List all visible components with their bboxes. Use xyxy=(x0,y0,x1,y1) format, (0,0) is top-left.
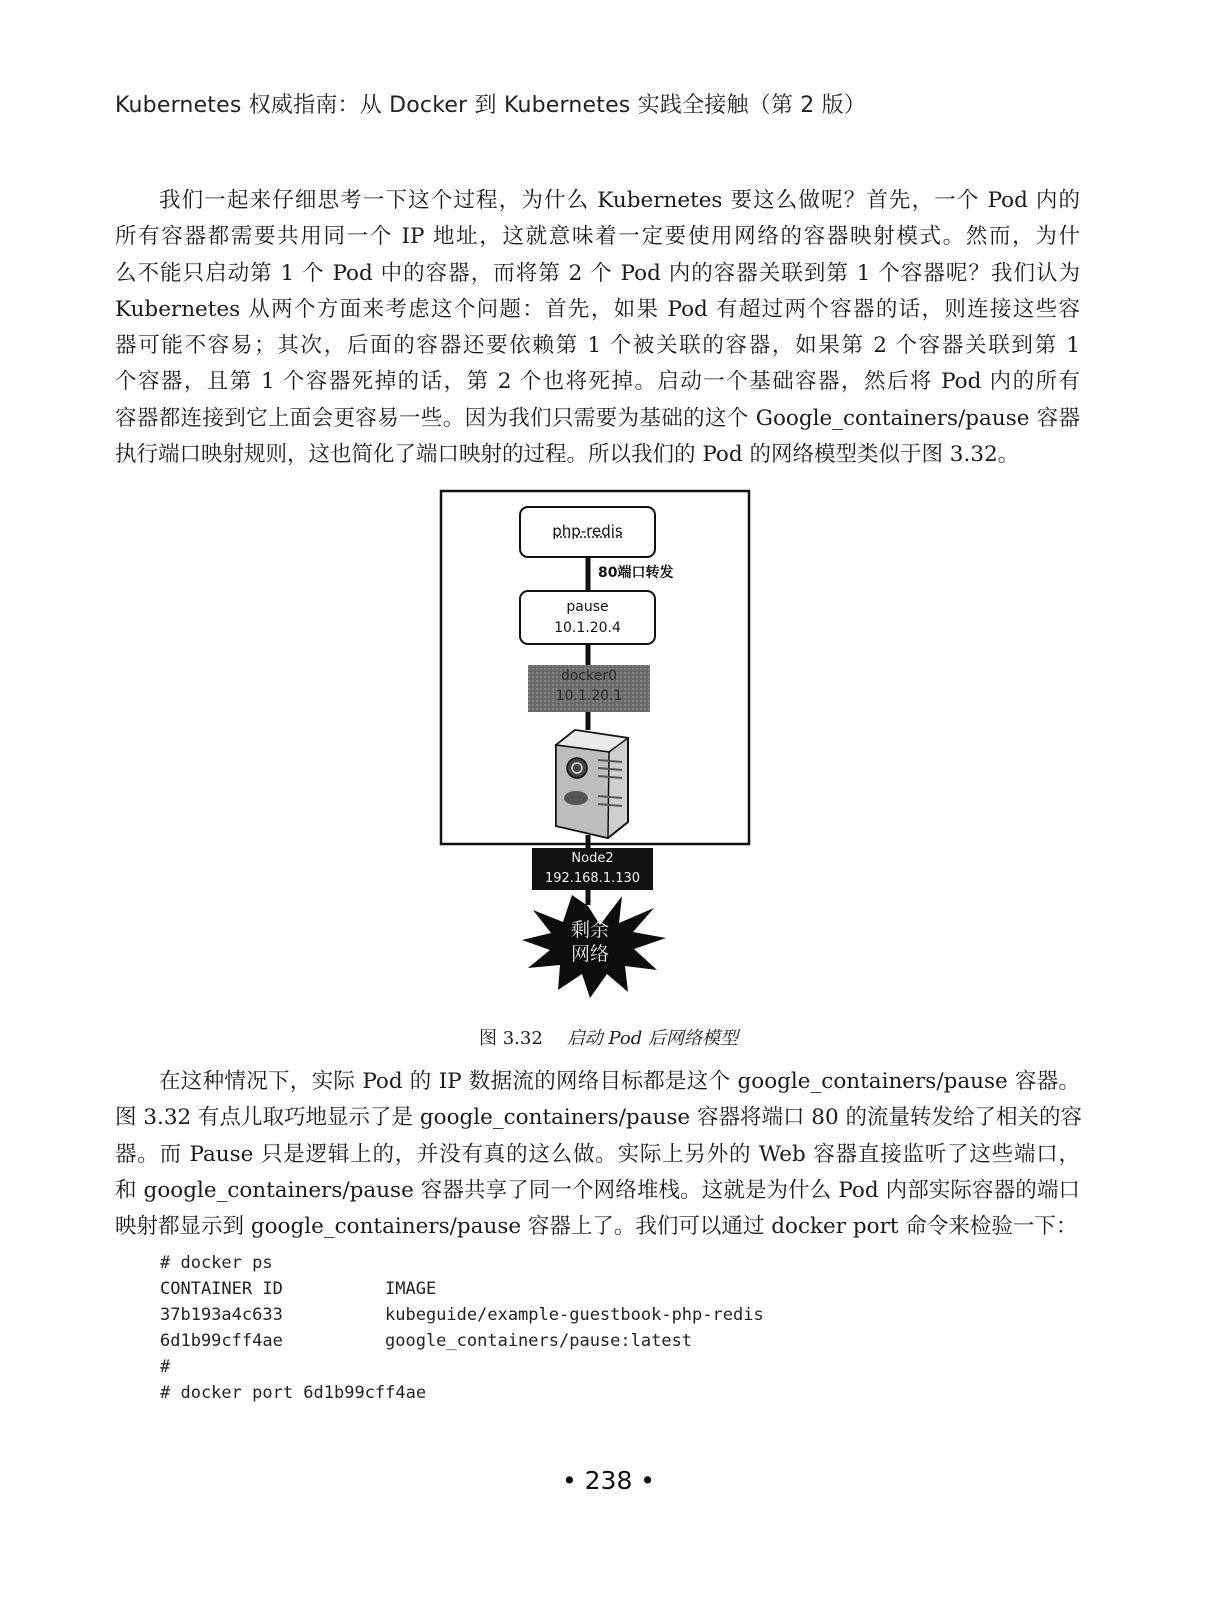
paragraph-line: 容器都连接到它上面会更容易一些。因为我们只需要为基础的这个 Google_containers/pause 容器 xyxy=(115,405,1080,431)
code-col-id: 6d1b99cff4ae xyxy=(160,1331,283,1351)
network-label xyxy=(560,918,620,966)
pause-container-box xyxy=(519,590,656,645)
node-ip: 192.168.1.130 xyxy=(544,871,641,886)
pause-name: pause xyxy=(566,599,609,615)
paragraph-line: 所有容器都需要共用同一个 IP 地址，这就意味着一定要使用网络的容器映射模式。然而，为什 xyxy=(115,224,1080,250)
running-header: Kubernetes 权威指南：从 Docker 到 Kubernetes 实践全接触（第 2 版） xyxy=(115,93,867,118)
network-label-line2: 网络 xyxy=(570,943,609,965)
paragraph-line: 执行端口映射规则，这也简化了端口映射的过程。所以我们的 Pod 的网络模型类似于图 3.32。 xyxy=(115,442,1020,468)
code-line xyxy=(160,1302,764,1328)
page-number: • 238 • xyxy=(561,1466,656,1495)
code-col-image: google_containers/pause:latest xyxy=(385,1331,693,1351)
code-line xyxy=(160,1328,764,1354)
docker0-label xyxy=(528,666,650,706)
node-label xyxy=(532,849,653,889)
figure-caption xyxy=(0,1024,1217,1050)
paragraph-line: 图 3.32 有点儿取巧地显示了是 google_containers/pause 容器将端口 80 的流量转发给了相关的容 xyxy=(115,1105,1082,1131)
code-line: # docker ps xyxy=(160,1253,273,1273)
paragraph-line: 在这种情况下，实际 Pod 的 IP 数据流的网络目标都是这个 google_containers/pause 容器。 xyxy=(159,1069,1080,1094)
node-name: Node2 xyxy=(571,851,614,866)
code-col-id: 37b193a4c633 xyxy=(160,1305,283,1325)
php-redis-label: php-redis xyxy=(552,522,623,540)
code-col-image: IMAGE xyxy=(385,1279,437,1299)
paragraph-line: Kubernetes 从两个方面来考虑这个问题：首先，如果 Pod 有超过两个容器的话，则连接这些容 xyxy=(115,296,1080,322)
paragraph-line: 和 google_containers/pause 容器共享了同一个网络堆栈。这就是为什么 Pod 内部实际容器的端口 xyxy=(115,1177,1080,1203)
figure-number: 图 3.32 xyxy=(479,1028,543,1049)
network-label-line1: 剩余 xyxy=(570,919,609,941)
pause-ip: 10.1.20.4 xyxy=(554,620,621,636)
paragraph-line: 器可能不容易；其次，后面的容器还要依赖第 1 个被关联的容器，如果第 2 个容器关联到第 1 xyxy=(115,333,1080,359)
code-line: # docker port 6d1b99cff4ae xyxy=(160,1383,427,1403)
paragraph-line: 我们一起来仔细思考一下这个过程，为什么 Kubernetes 要这么做呢？首先，一个 Pod 内的 xyxy=(159,188,1080,213)
code-col-id: CONTAINER ID xyxy=(160,1279,283,1299)
code-line: # xyxy=(160,1357,171,1377)
forward-label: 80端口转发 xyxy=(598,565,674,581)
paragraph-line: 映射都显示到 google_containers/pause 容器上了。我们可以通过 docker port 命令来检验一下： xyxy=(115,1214,1078,1240)
paragraph-2 xyxy=(115,1064,1080,1245)
code-block xyxy=(160,1250,764,1406)
paragraph-line: 么不能只启动第 1 个 Pod 中的容器，而将第 2 个 Pod 内的容器关联到第 1 个容器呢？我们认为 xyxy=(115,260,1080,286)
paragraph-line: 器。而 Pause 只是逻辑上的，并没有真的这么做。实际上另外的 Web 容器直接监听了这些端口， xyxy=(115,1141,1080,1167)
code-line xyxy=(160,1276,764,1302)
docker0-name: docker0 xyxy=(560,668,618,684)
php-redis-container-box xyxy=(519,506,656,558)
code-col-image: kubeguide/example-guestbook-php-redis xyxy=(385,1305,764,1325)
docker0-ip: 10.1.20.1 xyxy=(555,688,623,704)
server-icon xyxy=(556,730,628,838)
paragraph-line: 个容器，且第 1 个容器死掉的话，第 2 个也将死掉。启动一个基础容器，然后将 Pod 内的所有 xyxy=(115,369,1080,395)
figure-caption-text: 启动 Pod 后网络模型 xyxy=(566,1028,738,1049)
